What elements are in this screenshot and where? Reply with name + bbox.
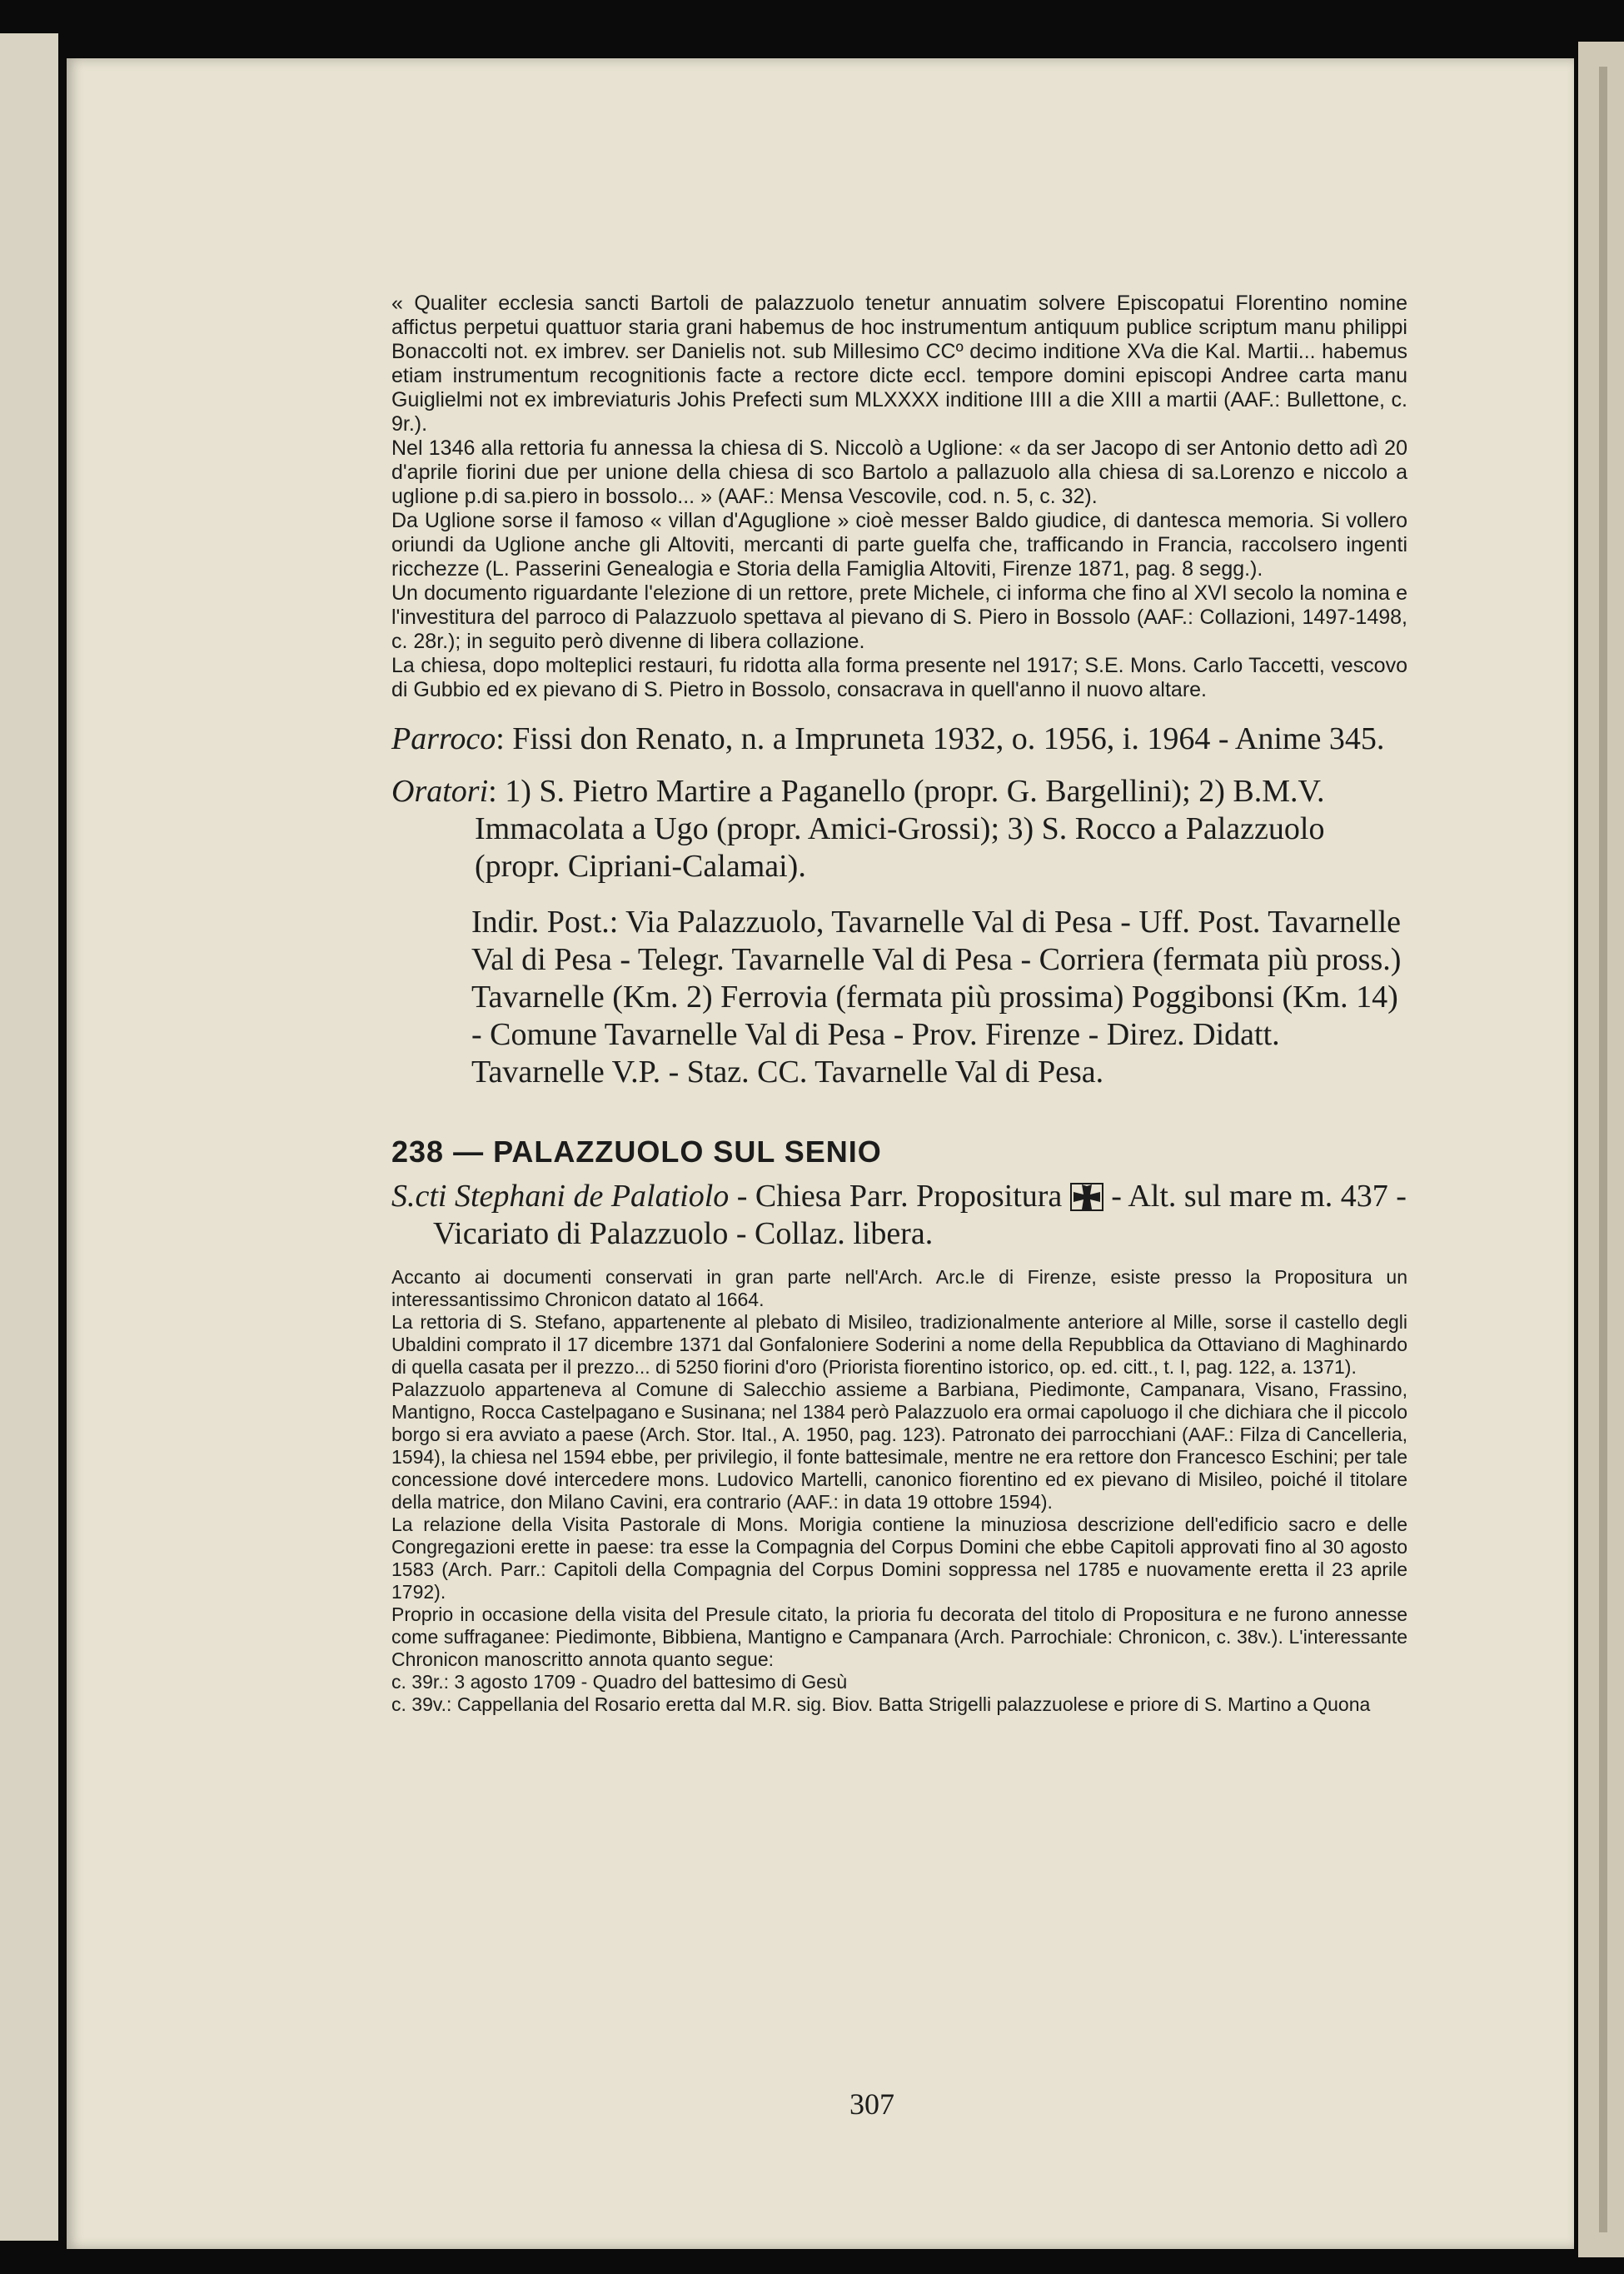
parroco-entry	[391, 721, 1407, 758]
page-stack-shadow	[1599, 67, 1607, 2232]
postal-address: Indir. Post.: Via Palazzuolo, Tavarnelle Val di Pesa - Uff. Post. Tavarnelle Val di Pesa - Telegr. Tavarnelle Val di Pesa - Corriera (fermata più pross.) Tavarnelle (Km. 2) Ferrovia (fermata più prossima) Poggibonsi (Km. 14) - Comune Tavarnelle Val di Pesa - Prov. Firenze - Direz. Didatt. Tavarnelle V.P. - Staz. CC. Tavarnelle Val di Pesa.	[471, 905, 1402, 1090]
note-paragraph: « Qualiter ecclesia sancti Bartoli de palazzuolo tenetur annuatim solvere Episcopatui Florentino nomine affictus perpetui quattuor staria grani habemus de hoc instrumentum antiquum publice scriptum manu philippi Bonaccolti not. ex imbrev. ser Danielis not. sub Millesimo CCº decimo inditione XVa die Kal. Martii... habemus etiam instrumentum recognitionis facte a rectore dicte eccl. tempore domini episcopi Andree carta manu Guiglielmi not ex imbreviaturis Johis Prefecti sum MLXXXX inditione IIII a die XIII a martii (AAF.: Bullettone, c. 9r.).	[391, 292, 1407, 436]
chronicon-entry: c. 39v.: Cappellania del Rosario eretta dal M.R. sig. Biov. Batta Strigelli palazzuolese e priore di S. Martino a Quona	[391, 1693, 1371, 1715]
note-paragraph: Un documento riguardante l'elezione di un rettore, prete Michele, ci informa che fino al XVI secolo la nomina e l'investitura del parroco di Palazzuolo spettava al pievano di S. Piero in Bossolo (AAF.: Collazioni, 1497-1498, c. 28r.); in seguito però divenne di libera collazione.	[391, 581, 1407, 653]
note-paragraph: La chiesa, dopo molteplici restauri, fu ridotta alla forma presente nel 1917; S.E. Mons. Carlo Taccetti, vescovo di Gubbio ed ex pievano di S. Pietro in Bossolo, consacrava in quell'anno il nuovo altare.	[391, 654, 1407, 701]
church-details: - Alt. sul mare m. 437 - Vicariato di Palazzuolo - Collaz. libera.	[433, 1179, 1407, 1251]
maltese-cross-icon	[1070, 1183, 1103, 1211]
page-number: 307	[849, 2087, 894, 2121]
chronicon-entry: c. 39r.: 3 agosto 1709 - Quadro del battesimo di Gesù	[391, 1671, 848, 1693]
oratori-text: : 1) S. Pietro Martire a Paganello (propr. G. Bargellini); 2) B.M.V. Immacolata a Ugo (propr. Amici-Grossi); 3) S. Rocco a Palazzuolo (propr. Cipriani-Calamai).	[475, 774, 1325, 884]
parroco-label: Parroco	[391, 721, 496, 756]
left-page-edge	[0, 33, 58, 2241]
note-paragraph: La relazione della Visita Pastorale di Mons. Morigia contiene la minuziosa descrizione dell'edificio sacro e delle Congregazioni erette in paese: tra esse la Compagnia del Corpus Domini che ebbe Capitoli approvati fino al 30 agosto 1583 (Arch. Parr.: Capitoli della Compagnia del Corpus Domini soppressa nel 1785 e nuovamente eretta il 23 aprile 1792).	[391, 1514, 1407, 1603]
note-paragraph: Accanto ai documenti conservati in gran parte nell'Arch. Arc.le di Firenze, esiste presso la Propositura un interessantissimo Chronicon datato al 1664.	[391, 1266, 1407, 1310]
church-latin-name: S.cti Stephani de Palatiolo	[391, 1179, 730, 1214]
note-paragraph: La rettoria di S. Stefano, appartenente al plebato di Misileo, tradizionalmente anteriore al Mille, sorse il castello degli Ubaldini comprato il 17 dicembre 1371 dal Gonfaloniere Soderini a nome della Repubblica da Ottaviano di Maghinardo di quella casata per il prezzo... di 5250 fiorini d'oro (Priorista fiorentino istorico, op. ed. citt., t. I, pag. 122, a. 1371).	[391, 1311, 1407, 1378]
book-page	[67, 58, 1574, 2249]
church-type: - Chiesa Parr. Propositura	[729, 1179, 1070, 1214]
note-paragraph: Nel 1346 alla rettoria fu annessa la chiesa di S. Niccolò a Uglione: « da ser Jacopo di ser Antonio detto adì 20 d'aprile fiorini due per unione della chiesa di sco Bartolo a pallazuolo alla chiesa di sa.Lorenzo e niccolo a uglione p.di sa.piero in bossolo... » (AAF.: Mensa Vescovile, cod. n. 5, c. 32).	[391, 436, 1407, 508]
section-title: 238 — PALAZZUOLO SUL SENIO	[391, 1135, 882, 1169]
church-heading	[391, 1178, 1407, 1253]
parroco-text: : Fissi don Renato, n. a Impruneta 1932, o. 1956, i. 1964 - Anime 345.	[496, 721, 1385, 756]
note-paragraph: Da Uglione sorse il famoso « villan d'Aguglione » cioè messer Baldo giudice, di dantesca memoria. Si vollero oriundi da Uglione anche gli Altoviti, mercanti di parte guelfa che, trafficando in Francia, raccolsero ingenti ricchezze (L. Passerini Genealogia e Storia della Famiglia Altoviti, Firenze 1871, pag. 8 segg.).	[391, 509, 1407, 581]
notes-top	[391, 292, 1407, 702]
notes-bottom	[391, 1266, 1407, 1716]
page-content	[391, 292, 1407, 1716]
oratori-entry	[391, 773, 1407, 885]
note-paragraph: Proprio in occasione della visita del Presule citato, la prioria fu decorata del titolo di Propositura e ne furono annesse come suffraganee: Piedimonte, Bibbiena, Mantigno e Campanara (Arch. Parrochiale: Chronicon, c. 38v.). L'interessante Chronicon manoscritto annota quanto segue:	[391, 1603, 1407, 1670]
oratori-label: Oratori	[391, 774, 489, 809]
note-paragraph: Palazzuolo apparteneva al Comune di Salecchio assieme a Barbiana, Piedimonte, Campanara, Visano, Frassino, Mantigno, Rocca Castelpagano e Susinana; nel 1384 però Palazzuolo era ormai capoluogo il che dichiara che il piccolo borgo si era avviato a paese (Arch. Stor. Ital., A. 1950, pag. 123). Patronato dei parrocchiani (AAF.: Filza di Cancelleria, 1594), la chiesa nel 1594 ebbe, per privilegio, il fonte battesimale, mentre ne era rettore don Francesco Eschini; per tale concessione dové intercedere mons. Ludovico Martelli, canonico fiorentino ed ex pievano di Misileo, poiché il titolare della matrice, don Milano Cavini, era contrario (AAF.: in data 19 ottobre 1594).	[391, 1379, 1407, 1513]
